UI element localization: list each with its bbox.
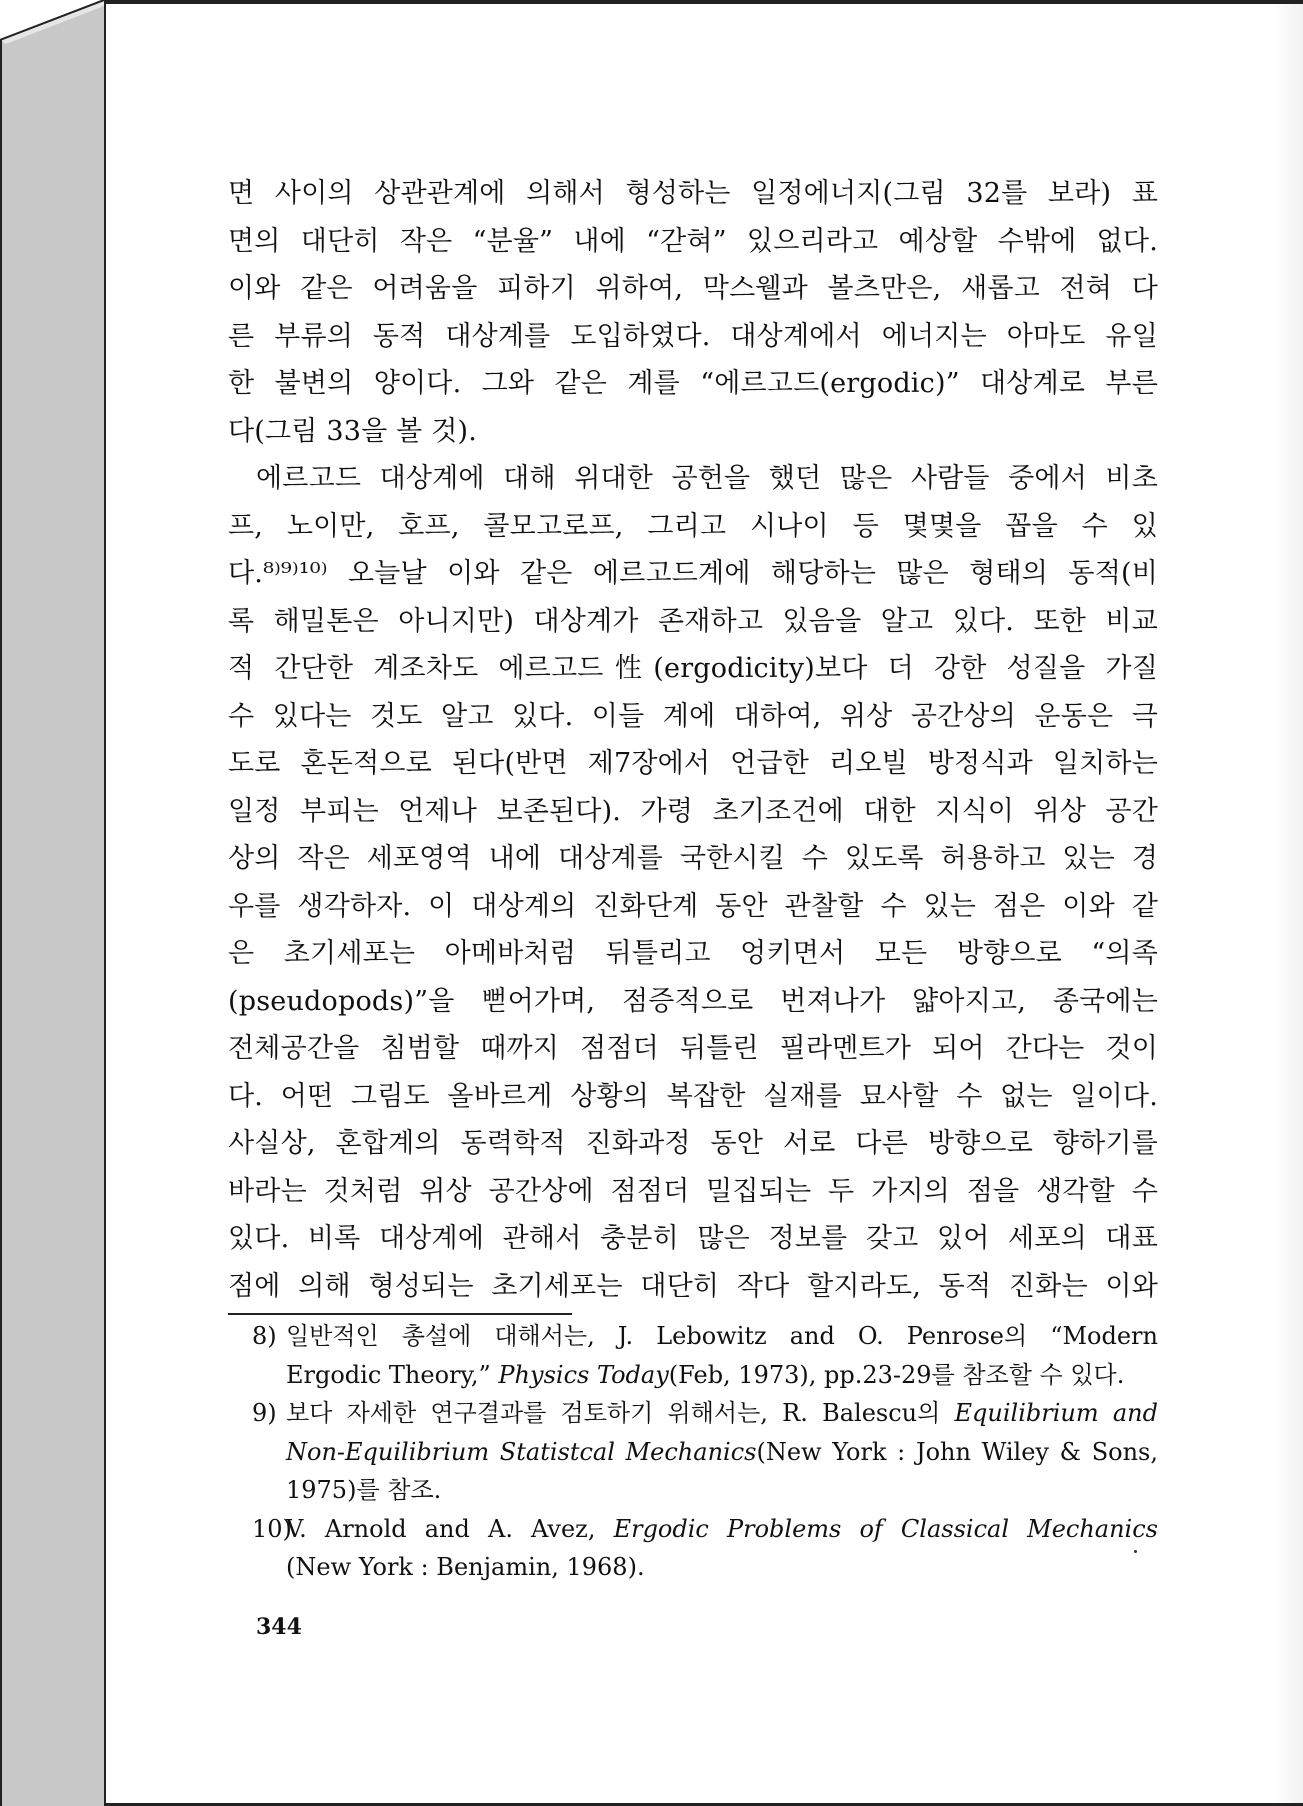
body-line: 전체공간을 침범할 때까지 점점더 뒤틀린 필라멘트가 되어 간다는 것이 <box>228 1033 1158 1064</box>
footnote-journal-title: Physics Today <box>498 1360 669 1389</box>
page-top-edge <box>104 0 1303 4</box>
body-line: 면의 대단히 작은 “분율” 내에 “갇혀” 있으리라고 예상할 수밖에 없다. <box>228 225 1158 257</box>
book-edge <box>0 0 104 1806</box>
body-line: 점에 의해 형성되는 초기세포는 대단히 작다 할지라도, 동적 진화는 이와 <box>228 1270 1158 1302</box>
footnote-divider <box>228 1313 572 1315</box>
body-line: 다.⁸⁾⁹⁾¹⁰⁾ 오늘날 이와 같은 에르고드계에 해당하는 많은 형태의 동적(비 <box>228 558 1158 589</box>
footnote-9 <box>252 1394 1158 1510</box>
footnote-text: (Feb, 1973), pp.23-29를 참조할 수 있다. <box>668 1360 1125 1389</box>
footnote-text: (New York : Benjamin, 1968). <box>286 1553 645 1581</box>
footnote-10 <box>252 1510 1158 1587</box>
page-number: 344 <box>256 1614 302 1640</box>
page-shadow <box>1273 0 1303 1806</box>
footnote-text: Ergodic Theory,” <box>286 1360 499 1389</box>
footnote-text: (New York : John Wiley & Sons, <box>756 1437 1158 1466</box>
footnote-text: 일반적인 총설에 대해서는, J. Lebowitz and O. Penrose의 “Modern <box>286 1322 1158 1350</box>
footnote-number: 10) <box>252 1514 292 1543</box>
footnote-book-title: Ergodic Problems of Classical Mechanics <box>613 1514 1158 1543</box>
body-line: 사실상, 혼합계의 동력학적 진화과정 동안 서로 다른 방향으로 향하기를 <box>228 1128 1158 1159</box>
body-line: 은 초기세포는 아메바처럼 뒤틀리고 엉키면서 모든 방향으로 “의족 <box>228 938 1158 969</box>
body-text <box>228 170 1158 1310</box>
footnote-book-title: Non-Equilibrium Statistcal Mechanics <box>286 1437 757 1466</box>
footnote-number: 9) <box>252 1399 277 1427</box>
body-line: 있다. 비록 대상계에 관해서 충분히 많은 정보를 갖고 있어 세포의 대표 <box>228 1223 1158 1254</box>
body-line: (pseudopods)”을 뻗어가며, 점증적으로 번져나가 얇아지고, 종국에는 <box>228 985 1158 1017</box>
footnote-text: V. Arnold and A. Avez, <box>286 1514 614 1543</box>
body-line: 에르고드 대상계에 대해 위대한 공헌을 했던 많은 사람들 중에서 비초 <box>256 463 1158 494</box>
footnote-text: 보다 자세한 연구결과를 검토하기 위해서는, R. Balescu의 <box>286 1399 955 1427</box>
body-line: 면 사이의 상관관계에 의해서 형성하는 일정에너지(그림 32를 보라) 표 <box>228 178 1158 209</box>
body-line: 다. 어떤 그림도 올바르게 상황의 복잡한 실재를 묘사할 수 없는 일이다. <box>228 1080 1158 1112</box>
footnotes <box>252 1317 1158 1587</box>
footnote-8 <box>252 1317 1158 1394</box>
body-line: 록 해밀톤은 아니지만) 대상계가 존재하고 있음을 알고 있다. 또한 비교 <box>228 605 1158 637</box>
body-line: 우를 생각하자. 이 대상계의 진화단계 동안 관찰할 수 있는 점은 이와 같 <box>228 890 1158 922</box>
body-line: 적 간단한 계조차도 에르고드性(ergodicity)보다 더 강한 성질을 가질 <box>228 653 1158 684</box>
body-line: 도로 혼돈적으로 된다(반면 제7장에서 언급한 리오빌 방정식과 일치하는 <box>228 748 1158 779</box>
body-line: 수 있다는 것도 알고 있다. 이들 계에 대하여, 위상 공간상의 운동은 극 <box>228 700 1158 732</box>
print-speck <box>1134 1550 1137 1553</box>
body-line: 일정 부피는 언제나 보존된다). 가령 초기조건에 대한 지식이 위상 공간 <box>228 795 1158 827</box>
body-line: 한 불변의 양이다. 그와 같은 계를 “에르고드(ergodic)” 대상계로 부른 <box>228 368 1158 399</box>
body-line: 른 부류의 동적 대상계를 도입하였다. 대상계에서 에너지는 아마도 유일 <box>228 320 1158 352</box>
body-line: 이와 같은 어려움을 피하기 위하여, 막스웰과 볼츠만은, 새롭고 전혀 다 <box>228 273 1158 304</box>
footnote-number: 8) <box>252 1322 277 1350</box>
footnote-book-title: Equilibrium and <box>954 1399 1158 1427</box>
footnote-text: 1975)를 참조. <box>286 1476 442 1504</box>
body-line: 다(그림 33을 볼 것). <box>228 415 478 447</box>
body-line: 프, 노이만, 호프, 콜모고로프, 그리고 시나이 등 몇몇을 꼽을 수 있 <box>228 510 1158 542</box>
body-line: 상의 작은 세포영역 내에 대상계를 국한시킬 수 있도록 허용하고 있는 경 <box>228 843 1158 874</box>
body-line: 바라는 것처럼 위상 공간상에 점점더 밀집되는 두 가지의 점을 생각할 수 <box>228 1175 1158 1207</box>
